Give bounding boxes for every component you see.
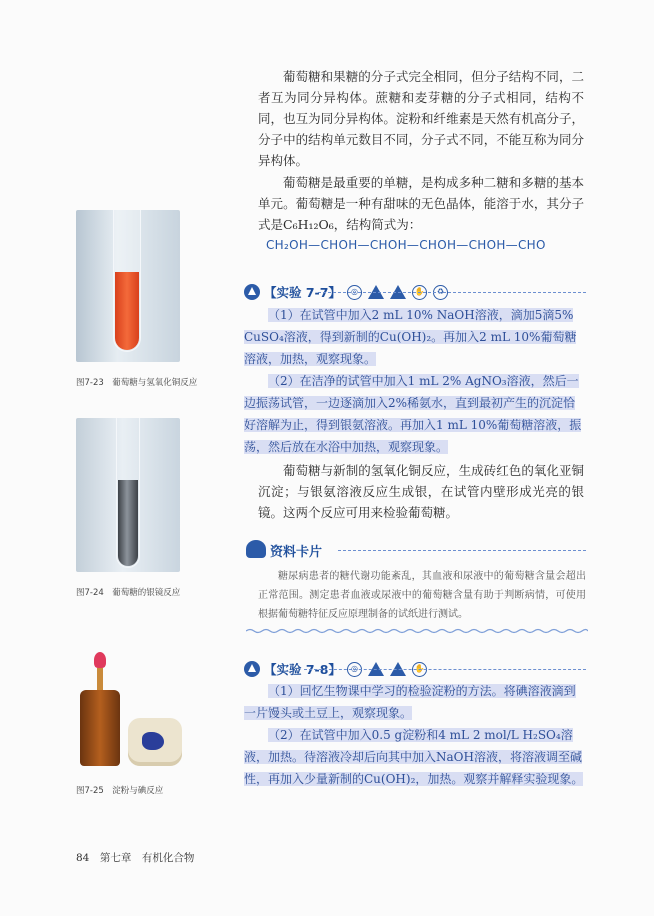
figure-7-23-photo — [76, 210, 180, 362]
figure-7-24-photo — [76, 418, 180, 572]
figure-7-25-caption: 图7-25 淀粉与碘反应 — [76, 786, 164, 796]
book-icon — [246, 540, 266, 558]
wavy-divider — [246, 628, 588, 634]
figure-7-25-photo — [76, 648, 180, 774]
experiment-7-7-step2: （2）在洁净的试管中加入1 mL 2% AgNO₃溶液，然后一边振荡试管，一边逐滴加入2%稀氨水，直到最初产生的沉淀恰好溶解为止，得到银氨溶液。再加入1 mL 10%葡萄糖溶液，振荡，然后放在水浴中加热，观察现象。 — [244, 374, 582, 454]
goggles-icon: ◎ — [347, 662, 362, 677]
experiment-7-8-step1: （1）回忆生物课中学习的检验淀粉的方法。将碘溶液滴到一片馒头或土豆上，观察现象。 — [244, 684, 576, 720]
bread-slice — [128, 718, 182, 766]
bottle-neck — [97, 668, 103, 692]
experiment-icon — [244, 661, 260, 677]
page-footer: 84 第七章 有机化合物 — [76, 852, 195, 864]
divider — [304, 669, 586, 670]
paragraph-glucose-intro: 葡萄糖是最重要的单糖，是构成多种二糖和多糖的基本单元。葡萄糖是一种有甜味的无色晶体，能溶于水，其分子式是C₆H₁₂O₆，结构简式为： — [258, 175, 584, 232]
dropper-bulb — [94, 652, 106, 668]
iodine-bottle — [80, 690, 120, 766]
experiment-7-7-title: 【实验 7-7】 — [264, 285, 341, 300]
divider — [338, 550, 586, 551]
experiment-icon — [244, 284, 260, 300]
experiment-7-7-step1: （1）在试管中加入2 mL 10% NaOH溶液，滴加5滴5% CuSO₄溶液，得到新制的Cu(OH)₂。再加入2 mL 10%葡萄糖溶液，加热，观察现象。 — [244, 308, 577, 366]
divider — [318, 292, 586, 293]
experiment-7-8-step2: （2）在试管中加入0.5 g淀粉和4 mL 2 mol/L H₂SO₄溶液，加热。待溶液冷却后向其中加入NaOH溶液，将溶液调至碱性，再加入少量新制的Cu(OH)₂，加热。观察并解释实验现象。 — [244, 728, 584, 786]
wash-hands-icon: ✋ — [412, 662, 427, 677]
glucose-structural-formula: CH₂OH—CHOH—CHOH—CHOH—CHOH—CHO — [266, 238, 546, 252]
info-card-title: 资料卡片 — [270, 545, 323, 560]
experiment-7-8-title: 【实验 7-8】 — [264, 662, 341, 677]
figure-7-24-caption: 图7-24 葡萄糖的银镜反应 — [76, 588, 181, 598]
info-card-body: 糖尿病患者的糖代谢功能紊乱，其血液和尿液中的葡萄糖含量会超出正常范围。测定患者血液或尿液中的葡萄糖含量有助于判断病情，可使用根据葡萄糖特征反应原理制备的试纸进行测试。 — [258, 571, 586, 620]
silver-mirror — [118, 480, 138, 566]
copper-oxide-solution — [115, 272, 139, 350]
figure-7-23-caption: 图7-23 葡萄糖与氢氧化铜反应 — [76, 378, 198, 388]
wash-hands-icon: ✋ — [412, 285, 427, 300]
paragraph-isomers: 葡萄糖和果糖的分子式完全相同，但分子结构不同，二者互为同分异构体。蔗糖和麦芽糖的分子式相同，结构不同，也互为同分异构体。淀粉和纤维素是天然有机高分子，分子中的结构单元数目不同，分子式不同，不能互称为同分异构体。 — [258, 69, 584, 168]
goggles-icon: ◎ — [347, 285, 362, 300]
waste-disposal-icon: ♻ — [433, 285, 448, 300]
paragraph-reactions: 葡萄糖与新制的氢氧化铜反应，生成砖红色的氧化亚铜沉淀；与银氨溶液反应生成银，在试管内壁形成光亮的银镜。这两个反应可用来检验葡萄糖。 — [258, 463, 584, 520]
iodine-stain — [142, 732, 164, 750]
